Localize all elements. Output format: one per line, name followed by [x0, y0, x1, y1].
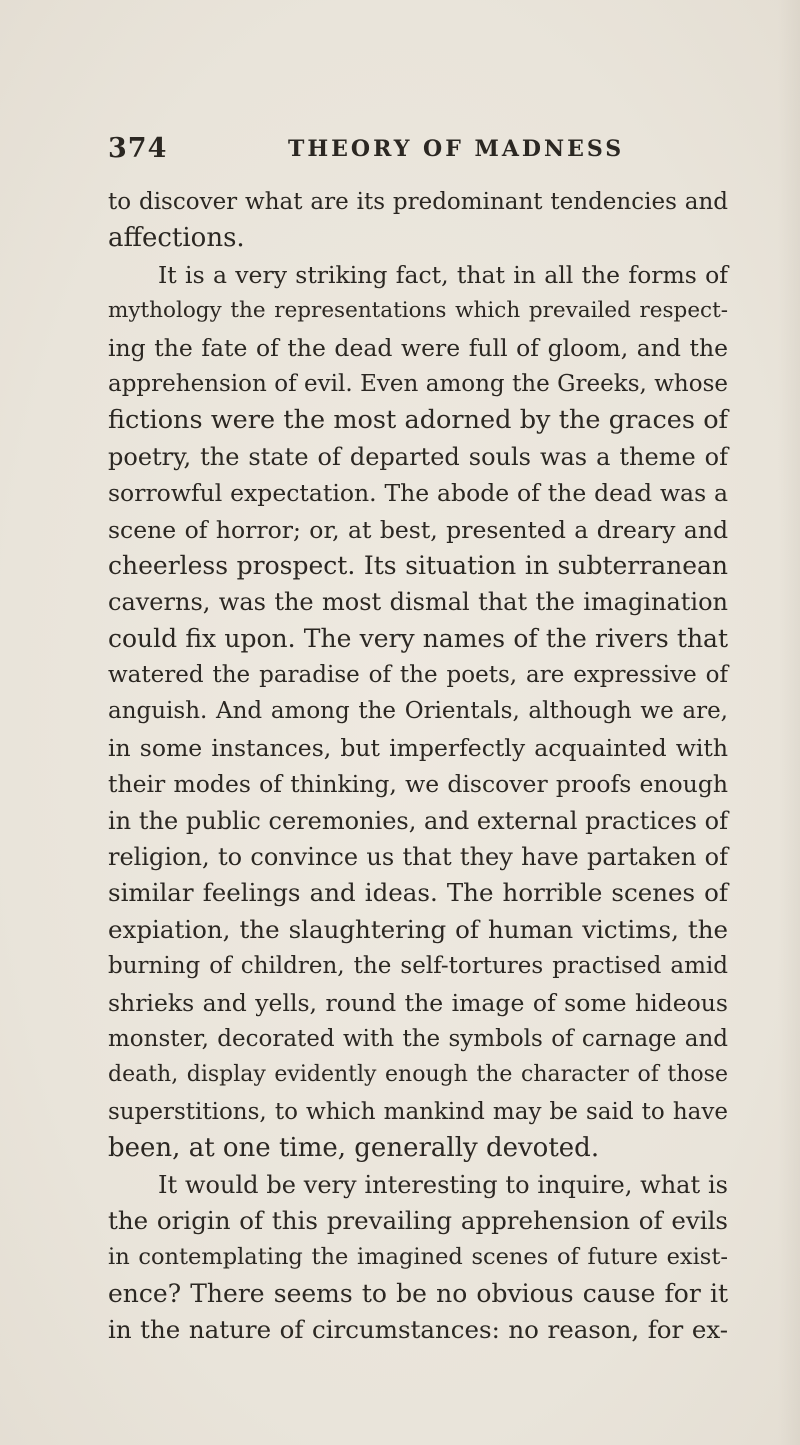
text-line: mythology the representations which prevailed respect-: [108, 298, 728, 324]
text-line: been, at one time, generally devoted.: [108, 1133, 600, 1164]
text-line: It would be very interesting to inquire, what is: [158, 1170, 728, 1199]
text-line: monster, decorated with the symbols of carnage and: [108, 1025, 728, 1052]
text-line: ing the fate of the dead were full of gloom, and the: [108, 333, 728, 362]
text-line: shrieks and yells, round the image of some hideous: [108, 988, 728, 1017]
text-line: caverns, was the most dismal that the imagination: [108, 588, 728, 617]
text-line: poetry, the state of departed souls was a theme of: [108, 442, 728, 471]
text-line: fictions were the most adorned by the graces of: [108, 405, 728, 436]
text-line: similar feelings and ideas. The horrible scenes of: [108, 878, 728, 908]
text-line: sorrowful expectation. The abode of the dead was a: [108, 479, 728, 508]
text-line: affections.: [108, 223, 245, 254]
text-line: in the nature of circumstances: no reason, for ex-: [108, 1315, 728, 1345]
text-line: burning of children, the self-tortures practised amid: [108, 953, 728, 980]
text-line: in the public ceremonies, and external practices of: [108, 806, 728, 835]
text-line: their modes of thinking, we discover proofs enough: [108, 770, 728, 799]
page-number: 374: [108, 133, 168, 164]
text-line: scene of horror; or, at best, presented a dreary and: [108, 515, 728, 544]
text-line: cheerless prospect. Its situation in subterranean: [108, 550, 728, 580]
body-text: [108, 184, 728, 1349]
text-line: in some instances, but imperfectly acquainted with: [108, 733, 728, 762]
text-line: anguish. And among the Orientals, although we are,: [108, 698, 728, 725]
text-line: ence? There seems to be no obvious cause for it: [108, 1278, 728, 1308]
text-line: apprehension of evil. Even among the Greeks, whose: [108, 370, 728, 397]
text-line: religion, to convince us that they have partaken of: [108, 843, 728, 872]
text-line: could fix upon. The very names of the rivers that: [108, 623, 728, 653]
text-line: watered the paradise of the poets, are expressive of: [108, 662, 728, 689]
text-line: in contemplating the imagined scenes of future exist-: [108, 1244, 728, 1271]
page-header: [108, 133, 726, 169]
text-line: superstitions, to which mankind may be said to have: [108, 1098, 728, 1125]
text-line: It is a very striking fact, that in all the forms of: [158, 260, 728, 289]
text-line: to discover what are its predominant tendencies and: [108, 189, 728, 215]
running-head: THEORY OF MADNESS: [288, 136, 625, 162]
text-line: expiation, the slaughtering of human victims, the: [108, 914, 728, 944]
text-line: the origin of this prevailing apprehension of evils: [108, 1205, 728, 1235]
text-line: death, display evidently enough the character of those: [108, 1062, 728, 1088]
page-edge-shadow: [778, 0, 800, 1445]
